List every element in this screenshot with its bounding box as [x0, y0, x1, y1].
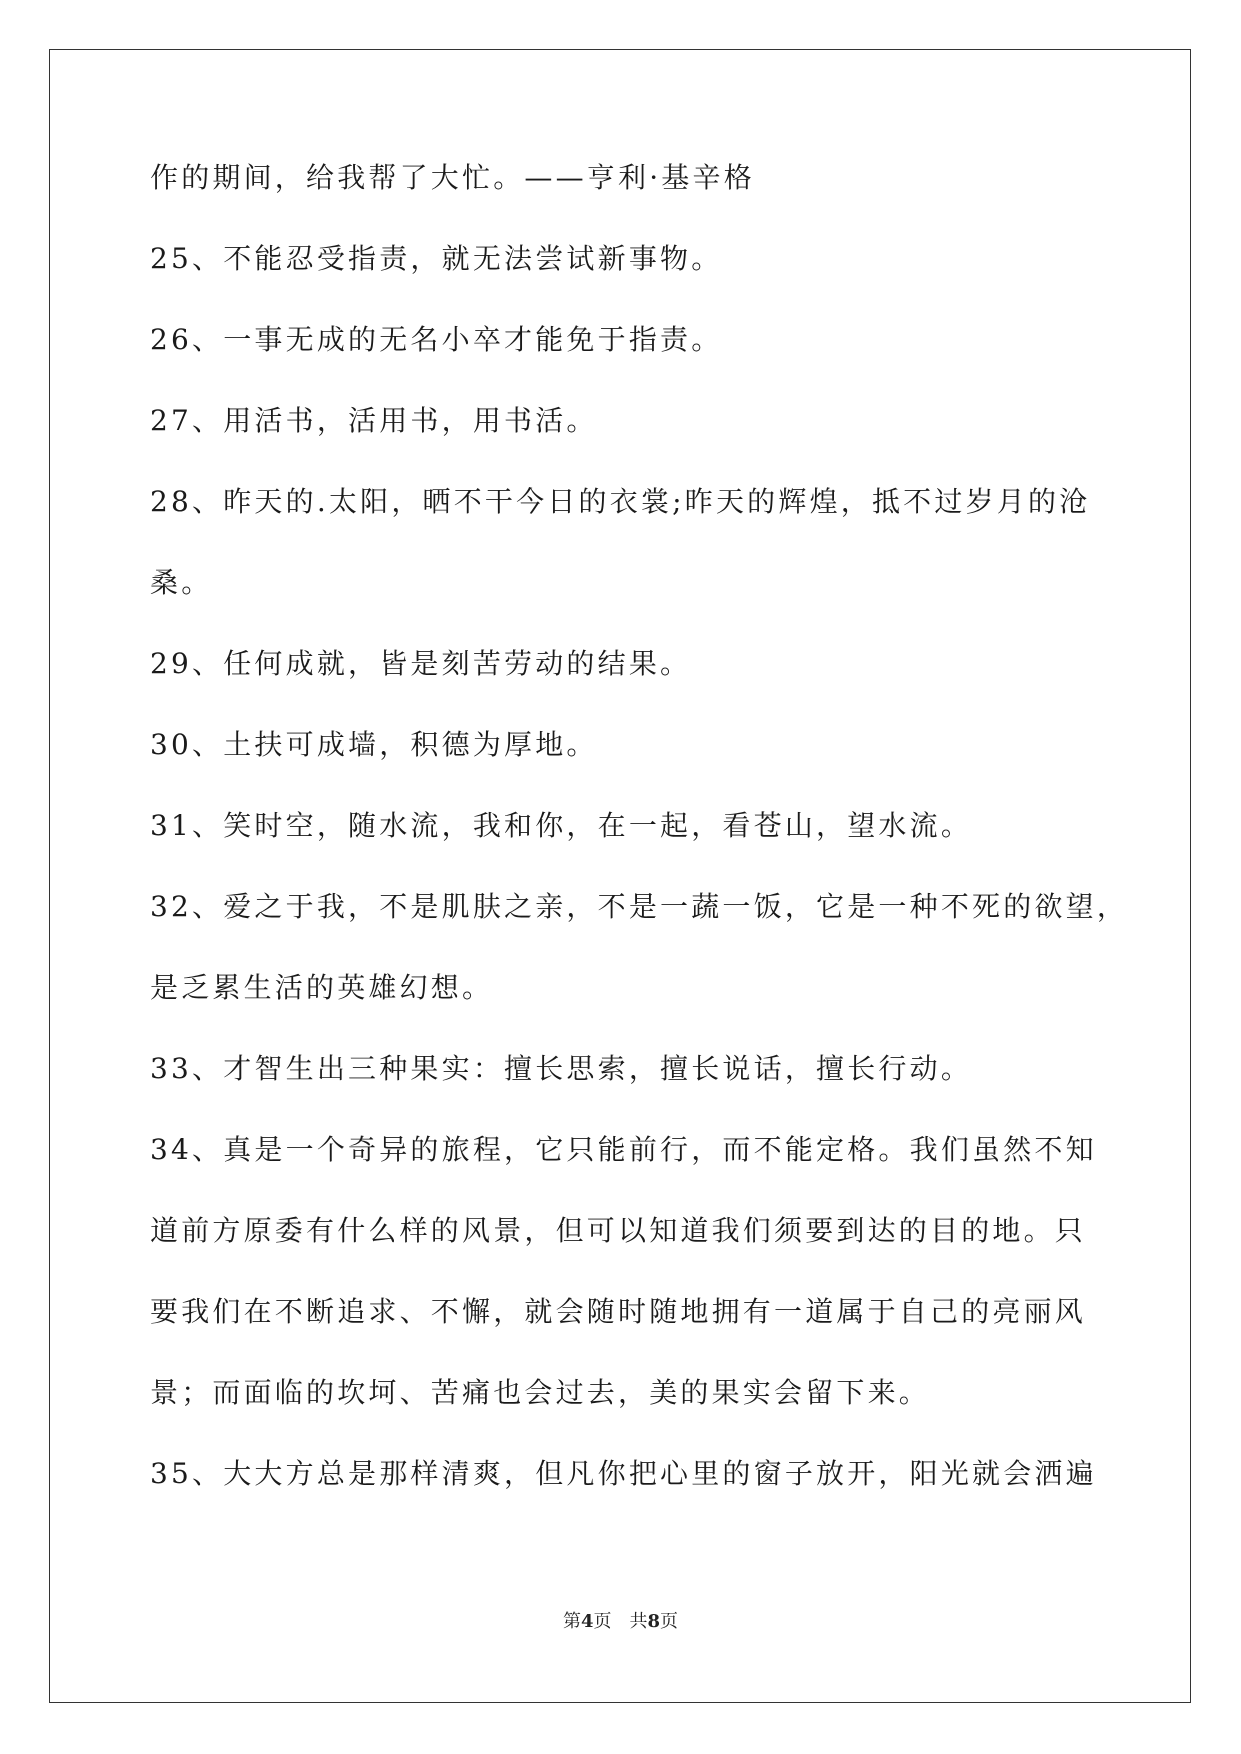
text-line: 25、不能忍受指责，就无法尝试新事物。: [150, 242, 723, 275]
total-page-number: 8: [647, 1611, 661, 1632]
page-footer: [0, 1610, 1241, 1634]
text-line: 26、一事无成的无名小卒才能免于指责。: [150, 323, 723, 356]
text-line: 35、大大方总是那样清爽，但凡你把心里的窗子放开，阳光就会洒遍: [150, 1457, 1097, 1490]
text-line: 33、才智生出三种果实：擅长思索，擅长说话，擅长行动。: [150, 1052, 973, 1085]
total-suffix: 页: [660, 1611, 679, 1632]
text-line: 32、爱之于我，不是肌肤之亲，不是一蔬一饭，它是一种不死的欲望，: [150, 890, 1129, 923]
text-line: 29、任何成就，皆是刻苦劳动的结果。: [150, 647, 692, 680]
text-line: 桑。: [150, 566, 213, 599]
page-prefix: 第: [562, 1611, 581, 1632]
text-line: 30、土扶可成墙，积德为厚地。: [150, 728, 598, 761]
text-line: 是乏累生活的英雄幻想。: [150, 971, 494, 1004]
current-page-number: 4: [580, 1611, 594, 1632]
page-suffix: 页: [593, 1611, 612, 1632]
text-line: 28、昨天的.太阳，晒不干今日的衣裳;昨天的辉煌，抵不过岁月的沧: [150, 485, 1091, 518]
text-line: 31、笑时空，随水流，我和你，在一起，看苍山，望水流。: [150, 809, 973, 842]
total-prefix: 共: [629, 1611, 648, 1632]
document-body: [150, 158, 1129, 1535]
text-line: 道前方原委有什么样的风景，但可以知道我们须要到达的目的地。只: [150, 1214, 1087, 1247]
text-line: 景；而面临的坎坷、苦痛也会过去，美的果实会留下来。: [150, 1376, 931, 1409]
text-line: 27、用活书，活用书，用书活。: [150, 404, 598, 437]
text-line: 要我们在不断追求、不懈，就会随时随地拥有一道属于自己的亮丽风: [150, 1295, 1087, 1328]
text-line: 34、真是一个奇异的旅程，它只能前行，而不能定格。我们虽然不知: [150, 1133, 1097, 1166]
text-line: 作的期间，给我帮了大忙。——亨利·基辛格: [150, 161, 755, 194]
